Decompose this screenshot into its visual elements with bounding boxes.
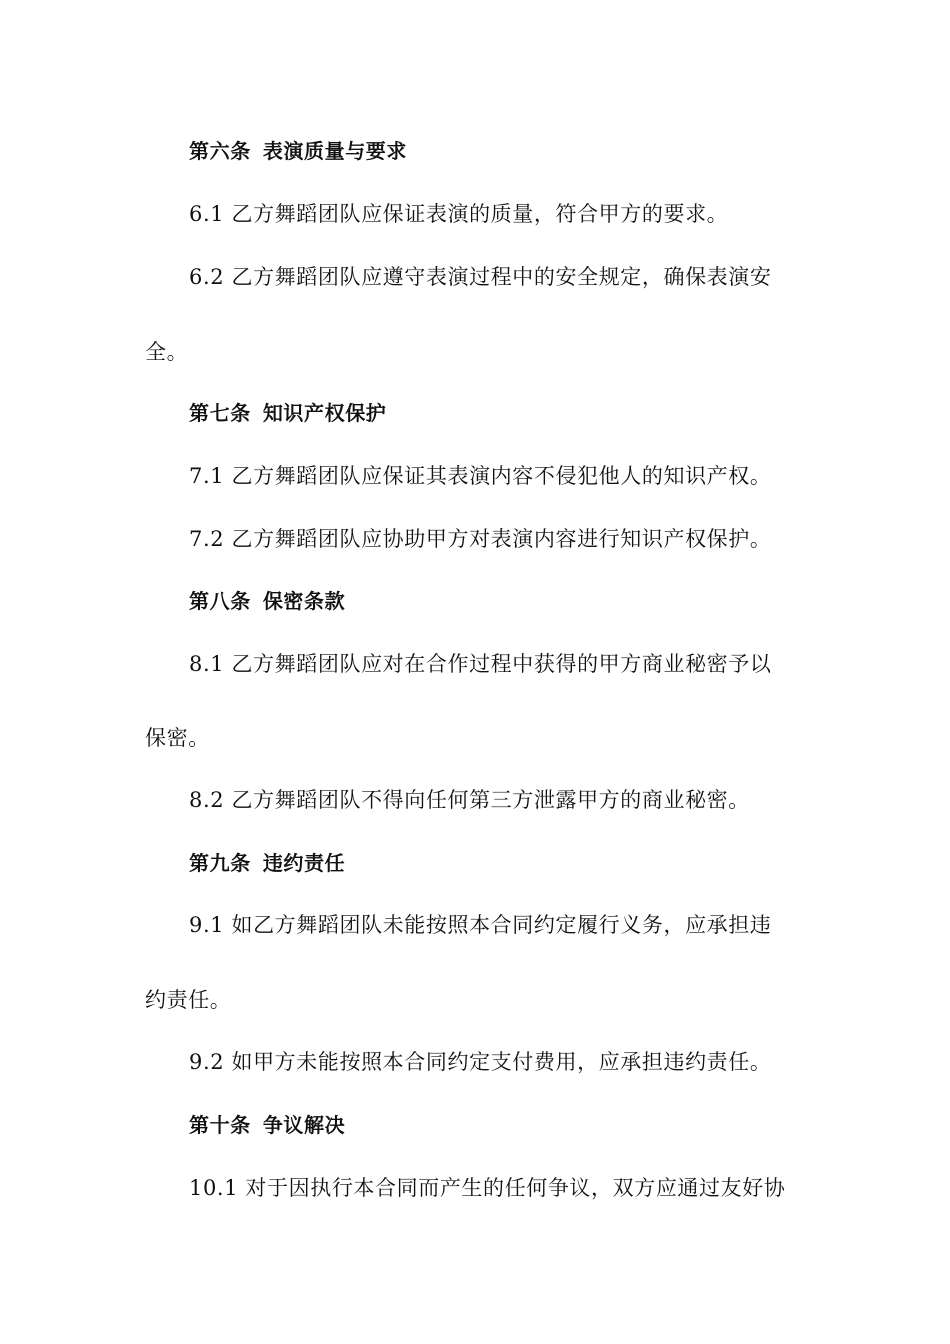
section-number: 第十条 (189, 1113, 251, 1137)
section-title: 违约责任 (262, 851, 346, 875)
section-heading (189, 848, 859, 878)
clause-line: 7.1 乙方舞蹈团队应保证其表演内容不侵犯他人的知识产权。 (189, 464, 772, 488)
section-heading (189, 586, 859, 616)
clause-line: 9.2 如甲方未能按照本合同约定支付费用，应承担违约责任。 (189, 1050, 772, 1074)
section-number: 第九条 (189, 851, 251, 875)
clause-line: 7.2 乙方舞蹈团队应协助甲方对表演内容进行知识产权保护。 (189, 527, 772, 551)
clause-line: 6.2 乙方舞蹈团队应遵守表演过程中的安全规定，确保表演安 (189, 265, 772, 289)
clause-line: 10.1 对于因执行本合同而产生的任何争议，双方应通过友好协 (189, 1176, 786, 1200)
section-number: 第七条 (189, 401, 251, 425)
clause-line: 6.1 乙方舞蹈团队应保证表演的质量，符合甲方的要求。 (189, 202, 729, 226)
section-heading (189, 398, 859, 428)
section-title: 知识产权保护 (262, 401, 387, 425)
clause-line: 8.1 乙方舞蹈团队应对在合作过程中获得的甲方商业秘密予以 (189, 652, 772, 676)
clause-line-continuation: 保密。 (145, 726, 210, 750)
section-title: 表演质量与要求 (262, 139, 408, 163)
clause-line-continuation: 约责任。 (145, 988, 232, 1012)
section-title: 保密条款 (262, 589, 346, 613)
clause-line: 8.2 乙方舞蹈团队不得向任何第三方泄露甲方的商业秘密。 (189, 788, 750, 812)
clause-line-continuation: 全。 (145, 340, 189, 364)
clause-line: 9.1 如乙方舞蹈团队未能按照本合同约定履行义务，应承担违 (189, 913, 772, 937)
section-number: 第八条 (189, 589, 251, 613)
section-number: 第六条 (189, 139, 251, 163)
section-heading (189, 136, 859, 166)
section-title: 争议解决 (262, 1113, 346, 1137)
section-heading (189, 1110, 859, 1140)
